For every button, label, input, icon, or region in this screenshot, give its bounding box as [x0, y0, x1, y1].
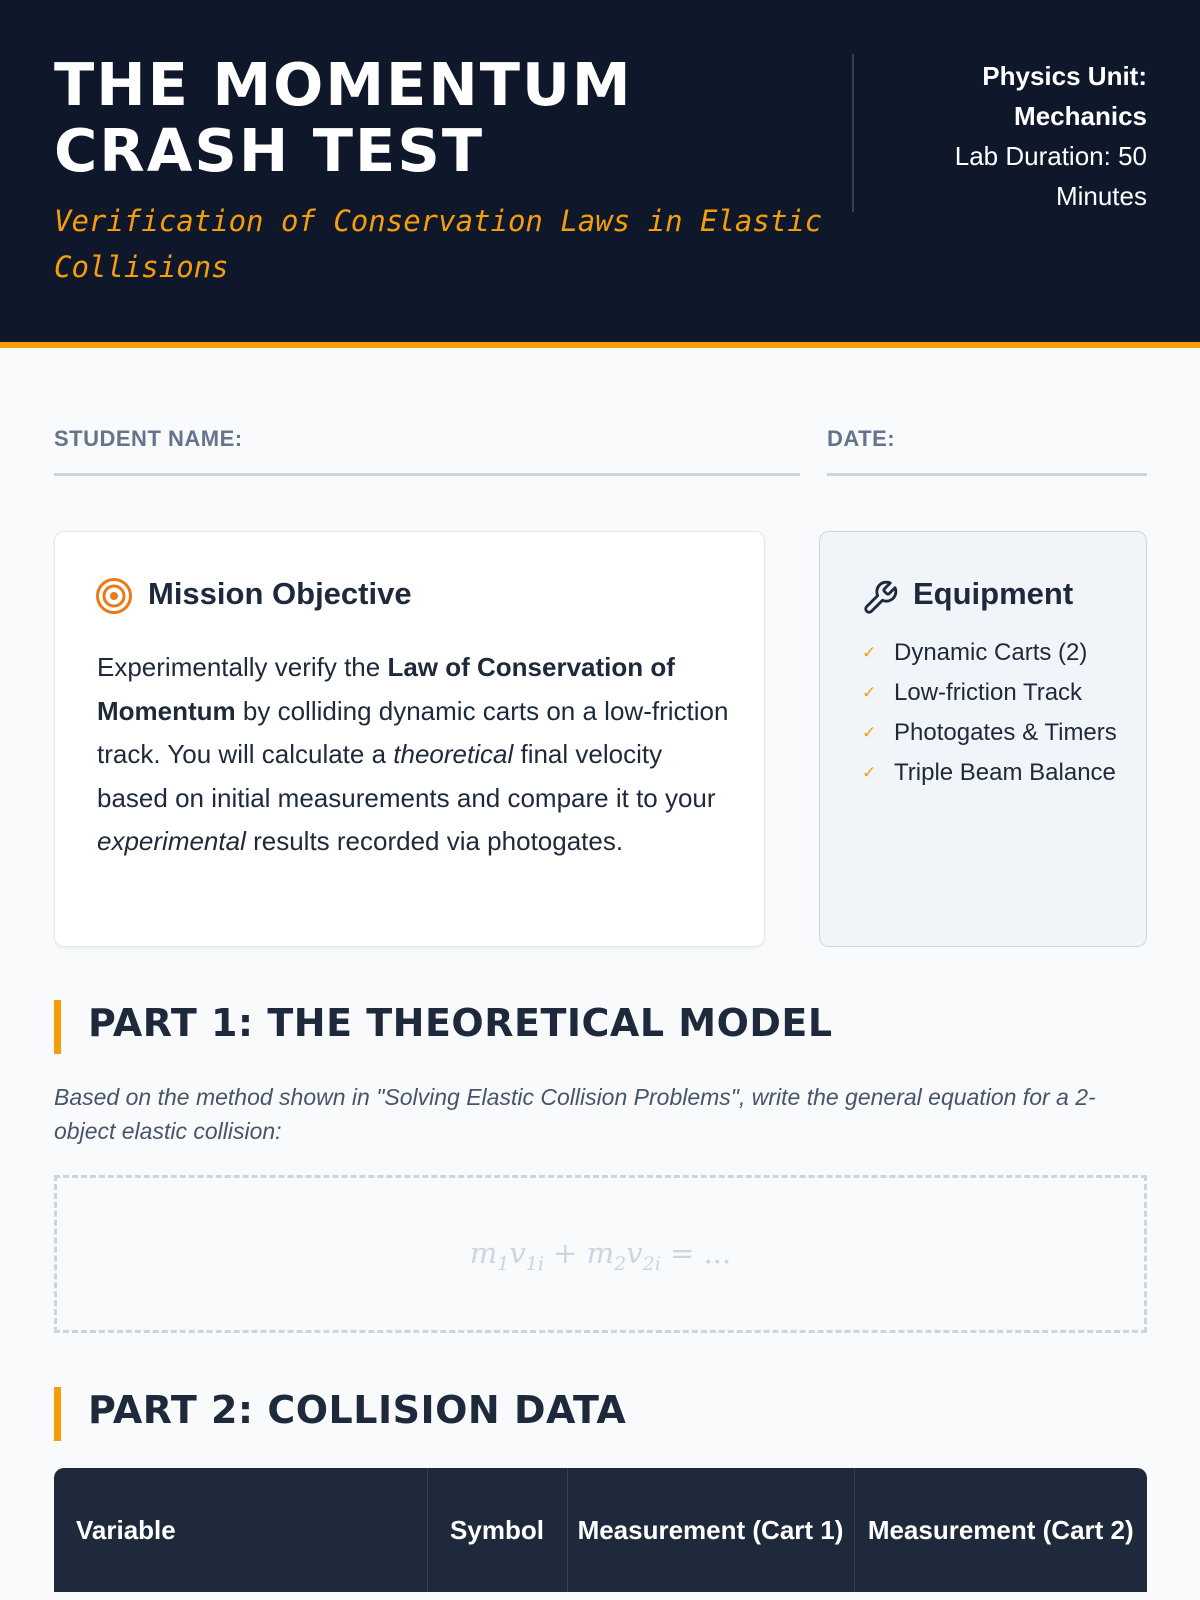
unit-value: Mechanics: [1014, 101, 1147, 131]
lab-header: [0, 0, 1200, 348]
column-header-cart2: Measurement (Cart 2): [854, 1468, 1147, 1592]
collision-data-table: [54, 1468, 1147, 1592]
part1-accent-bar: [54, 1000, 61, 1054]
date-field[interactable]: [827, 473, 1147, 476]
objective-experimental-emphasis: experimental: [97, 826, 246, 856]
equipment-item: ✓ Photogates & Timers: [862, 716, 1132, 749]
equipment-card: [819, 531, 1147, 947]
title-line-2: CRASH TEST: [54, 116, 485, 185]
student-name-field[interactable]: [54, 473, 800, 476]
table-header-row: [54, 1468, 1147, 1592]
equipment-title: Equipment: [913, 576, 1074, 611]
check-icon: ✓: [862, 723, 877, 742]
page-title: [54, 52, 814, 184]
equation-placeholder: $m_1v_{1i} + m_2v_{2i}$ = ...: [469, 1236, 732, 1275]
equipment-list: [862, 636, 1132, 796]
objective-text: Experimentally verify the Law of Conservation of Momentum by colliding dynamic carts on a low-friction track. You will calculate a theoretical final velocity based on initial measurements and compare it to your experimental results recorded via photogates.: [97, 652, 729, 856]
column-header-symbol: Symbol: [427, 1468, 567, 1592]
objective-law-emphasis: Law of Conservation of Momentum: [97, 652, 675, 726]
part2-accent-bar: [54, 1387, 61, 1441]
page-subtitle: Verification of Conservation Laws in Elastic Collisions: [54, 204, 823, 284]
wrench-icon: [861, 579, 899, 617]
part2-title: PART 2: COLLISION DATA: [88, 1388, 627, 1432]
check-icon: ✓: [862, 683, 877, 702]
part1-instruction: Based on the method shown in "Solving Elastic Collision Problems", write the general equation for a 2-object elastic collision:: [54, 1084, 1096, 1144]
equation-answer-box[interactable]: [54, 1175, 1147, 1333]
column-header-cart1: Measurement (Cart 1): [567, 1468, 854, 1592]
equipment-item: ✓ Triple Beam Balance: [862, 756, 1132, 789]
objective-title: Mission Objective: [148, 576, 412, 611]
student-name-label: STUDENT NAME:: [54, 426, 243, 451]
equipment-item: ✓ Dynamic Carts (2): [862, 636, 1132, 669]
title-line-1: THE MOMENTUM: [54, 50, 633, 119]
header-divider: [852, 54, 854, 212]
date-label: DATE:: [827, 426, 896, 451]
lab-meta: [897, 56, 1147, 216]
column-header-variable: Variable: [54, 1468, 427, 1592]
check-icon: ✓: [862, 763, 877, 782]
check-icon: ✓: [862, 643, 877, 662]
equipment-item: ✓ Low-friction Track: [862, 676, 1132, 709]
unit-label: Physics Unit:: [982, 61, 1147, 91]
mission-objective-card: [54, 531, 765, 947]
duration-line-1: Lab Duration: 50: [954, 141, 1147, 171]
target-icon: [95, 577, 133, 615]
objective-theoretical-emphasis: theoretical: [393, 739, 514, 769]
duration-line-2: Minutes: [1055, 181, 1147, 211]
part1-title: PART 1: THE THEORETICAL MODEL: [88, 1001, 833, 1045]
